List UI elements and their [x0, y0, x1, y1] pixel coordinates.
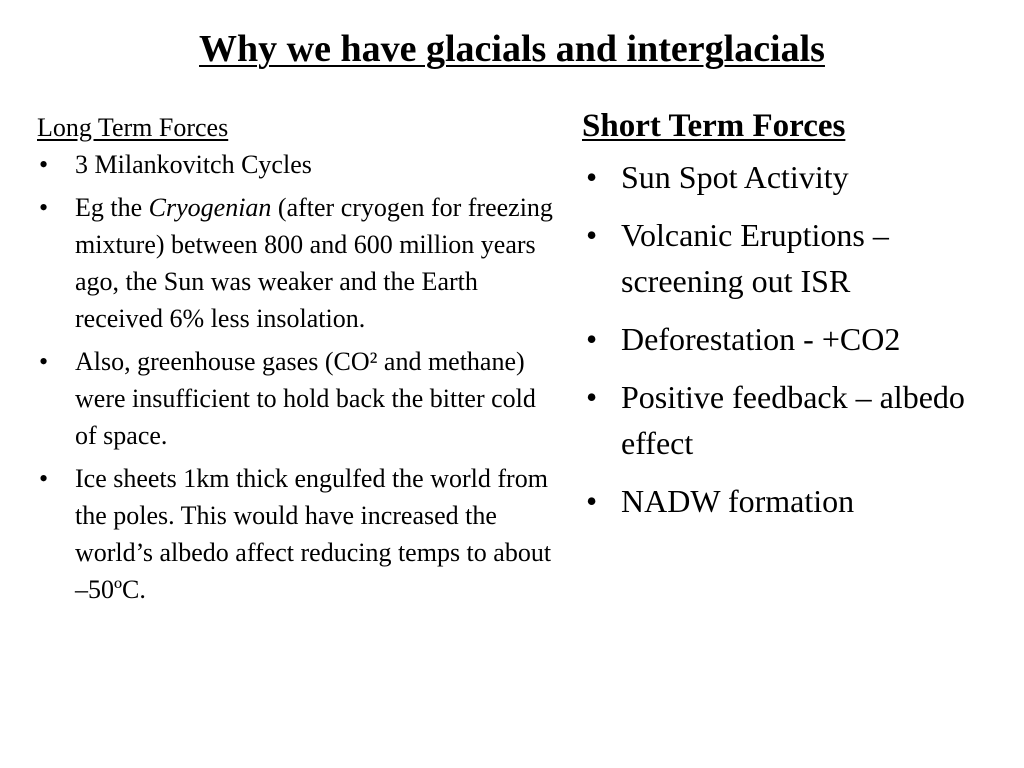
- bullet-icon: •: [586, 321, 598, 357]
- list-item: [37, 343, 557, 454]
- list-item: [582, 478, 1002, 524]
- short-term-forces-column: [582, 104, 1002, 524]
- bullet-icon: •: [586, 159, 598, 195]
- list-item: [582, 374, 1002, 466]
- list-item-text: Sun Spot Activity: [621, 159, 849, 195]
- bullet-icon: •: [586, 379, 598, 415]
- slide-title: Why we have glacials and interglacials: [199, 28, 825, 70]
- list-item: [37, 460, 557, 608]
- list-item: [582, 212, 1002, 304]
- list-item: [582, 316, 1002, 362]
- short-term-forces-heading: Short Term Forces: [582, 108, 846, 144]
- list-item-text: Deforestation - +CO2: [621, 321, 901, 357]
- list-item-text: Also, greenhouse gases (CO² and methane) were insufficient to hold back the bitter cold of space.: [75, 347, 536, 450]
- list-item: [37, 146, 557, 183]
- short-term-forces-list: [582, 154, 1002, 524]
- list-item-text-start: Eg the: [75, 193, 149, 222]
- list-item-italic-term: Cryogenian: [148, 193, 272, 222]
- list-item: [582, 154, 1002, 200]
- list-item-text-end: (after cryogen for freezing mixture) between 800 and 600 million years ago, the Sun was weaker and the Earth received 6% less insolation.: [75, 193, 553, 333]
- bullet-icon: •: [586, 217, 598, 253]
- long-term-forces-list: [37, 146, 557, 608]
- list-item-text: Positive feedback – albedo effect: [621, 379, 965, 461]
- long-term-forces-heading: Long Term Forces: [37, 113, 229, 142]
- bullet-icon: •: [586, 483, 598, 519]
- list-item-text: NADW formation: [621, 483, 855, 519]
- bullet-icon: •: [39, 347, 49, 376]
- list-item-text: Volcanic Eruptions – screening out ISR: [621, 217, 889, 299]
- list-item-text: 3 Milankovitch Cycles: [75, 150, 312, 179]
- list-item: [37, 189, 557, 337]
- bullet-icon: •: [39, 193, 49, 222]
- list-item-text: Ice sheets 1km thick engulfed the world from the poles. This would have increased the world’s albedo affect reducing temps to about –50ºC.: [75, 464, 552, 604]
- long-term-forces-column: [37, 112, 557, 608]
- bullet-icon: •: [39, 150, 49, 179]
- bullet-icon: •: [39, 464, 49, 493]
